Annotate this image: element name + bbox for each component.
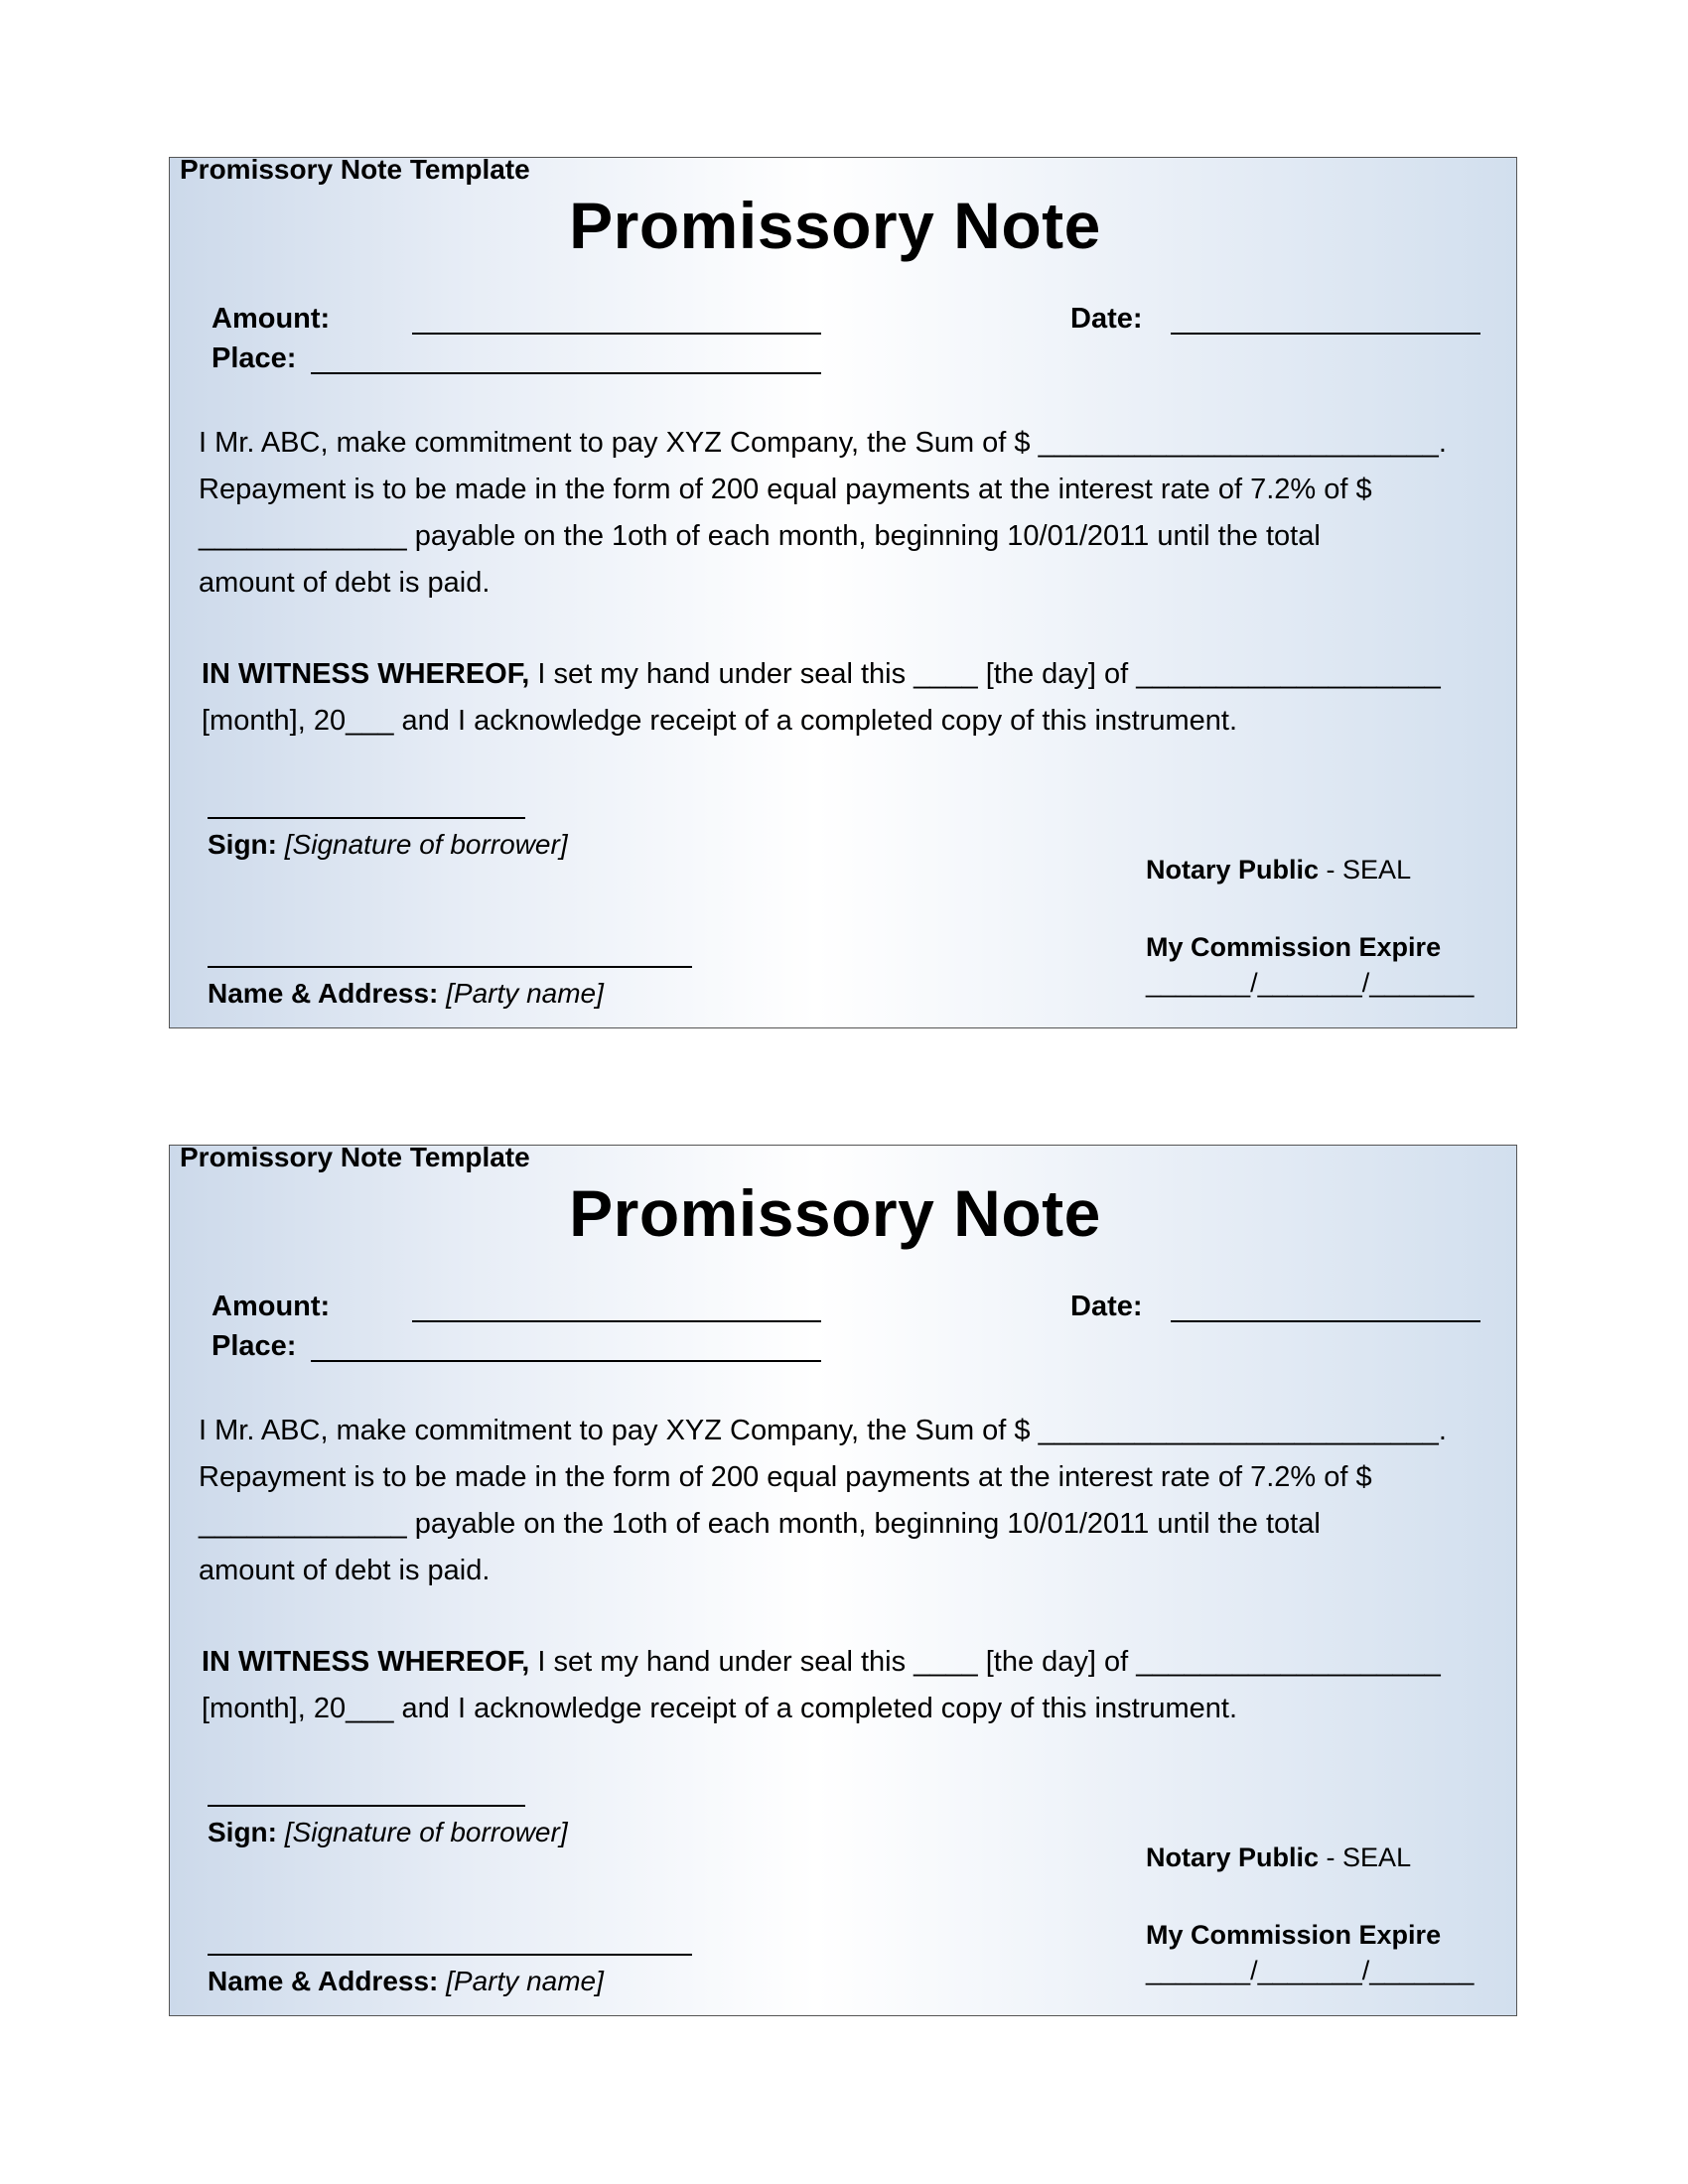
name-address-placeholder: [Party name] bbox=[446, 978, 604, 1009]
place-label: Place: bbox=[211, 1330, 297, 1362]
date-field[interactable] bbox=[1171, 333, 1480, 335]
promissory-note-2 bbox=[169, 1142, 1517, 2016]
body-line-2: Repayment is to be made in the form of 200 equal payments at the interest rate of 7.2% of $ bbox=[199, 1461, 1372, 1493]
witness-line-1-rest: I set my hand under seal this ____ [the day] of ___________________ bbox=[529, 658, 1441, 690]
amount-label: Amount: bbox=[211, 303, 331, 335]
place-label: Place: bbox=[211, 342, 297, 374]
notary-label: Notary Public bbox=[1146, 855, 1320, 885]
promissory-note-1 bbox=[169, 154, 1517, 1028]
name-address-row bbox=[208, 1966, 604, 1997]
body-line-4: amount of debt is paid. bbox=[199, 567, 491, 599]
sign-label: Sign: bbox=[208, 1817, 277, 1847]
commitment-paragraph bbox=[199, 420, 1489, 607]
amount-field[interactable] bbox=[412, 1320, 821, 1322]
signature-line[interactable] bbox=[208, 817, 525, 819]
body-line-1: I Mr. ABC, make commitment to pay XYZ Company, the Sum of $ _________________________. bbox=[199, 427, 1447, 459]
template-label: Promissory Note Template bbox=[180, 1142, 530, 1172]
name-address-label: Name & Address: bbox=[208, 978, 439, 1009]
template-label: Promissory Note Template bbox=[180, 154, 530, 185]
witness-paragraph bbox=[202, 1639, 1492, 1732]
name-address-label: Name & Address: bbox=[208, 1966, 439, 1996]
witness-line-2: [month], 20___ and I acknowledge receipt of a completed copy of this instrument. bbox=[202, 1693, 1237, 1724]
sign-label: Sign: bbox=[208, 829, 277, 860]
body-line-2: Repayment is to be made in the form of 200 equal payments at the interest rate of 7.2% of $ bbox=[199, 474, 1372, 505]
witness-line-1 bbox=[202, 1639, 1492, 1686]
date-label: Date: bbox=[1070, 1291, 1143, 1322]
notary-suffix: - SEAL bbox=[1319, 855, 1412, 885]
place-field[interactable] bbox=[311, 372, 821, 374]
note-title: Promissory Note bbox=[569, 1176, 1101, 1250]
body-line-4: amount of debt is paid. bbox=[199, 1555, 491, 1586]
name-address-placeholder: [Party name] bbox=[446, 1966, 604, 1996]
name-address-line[interactable] bbox=[208, 966, 692, 968]
notary-suffix: - SEAL bbox=[1319, 1843, 1412, 1872]
note-title: Promissory Note bbox=[569, 189, 1101, 262]
sign-row bbox=[208, 829, 568, 861]
notary-label: Notary Public bbox=[1146, 1843, 1320, 1872]
signature-line[interactable] bbox=[208, 1805, 525, 1807]
body-line-3: _____________ payable on the 1oth of each month, beginning 10/01/2011 until the total bbox=[199, 520, 1321, 552]
date-label: Date: bbox=[1070, 303, 1143, 335]
commission-date[interactable]: _______/_______/_______ bbox=[1146, 968, 1475, 998]
witness-paragraph bbox=[202, 651, 1492, 745]
place-field[interactable] bbox=[311, 1360, 821, 1362]
witness-line-1-rest: I set my hand under seal this ____ [the day] of ___________________ bbox=[529, 1646, 1441, 1678]
witness-line-1 bbox=[202, 651, 1492, 698]
commission-label: My Commission Expire bbox=[1146, 1920, 1442, 1950]
body-line-3: _____________ payable on the 1oth of each month, beginning 10/01/2011 until the total bbox=[199, 1508, 1321, 1540]
body-line-1: I Mr. ABC, make commitment to pay XYZ Company, the Sum of $ _________________________. bbox=[199, 1415, 1447, 1446]
commission-label: My Commission Expire bbox=[1146, 932, 1442, 962]
witness-lead: IN WITNESS WHEREOF, bbox=[202, 658, 530, 690]
commission-date[interactable]: _______/_______/_______ bbox=[1146, 1956, 1475, 1985]
amount-label: Amount: bbox=[211, 1291, 331, 1322]
notary-row bbox=[1146, 1843, 1411, 1873]
date-field[interactable] bbox=[1171, 1320, 1480, 1322]
notary-row bbox=[1146, 855, 1411, 886]
witness-line-2: [month], 20___ and I acknowledge receipt of a completed copy of this instrument. bbox=[202, 705, 1237, 737]
sign-placeholder: [Signature of borrower] bbox=[284, 829, 568, 860]
name-address-row bbox=[208, 978, 604, 1010]
witness-lead: IN WITNESS WHEREOF, bbox=[202, 1646, 530, 1678]
name-address-line[interactable] bbox=[208, 1954, 692, 1956]
commitment-paragraph bbox=[199, 1408, 1489, 1594]
sign-placeholder: [Signature of borrower] bbox=[284, 1817, 568, 1847]
amount-field[interactable] bbox=[412, 333, 821, 335]
sign-row bbox=[208, 1817, 568, 1848]
